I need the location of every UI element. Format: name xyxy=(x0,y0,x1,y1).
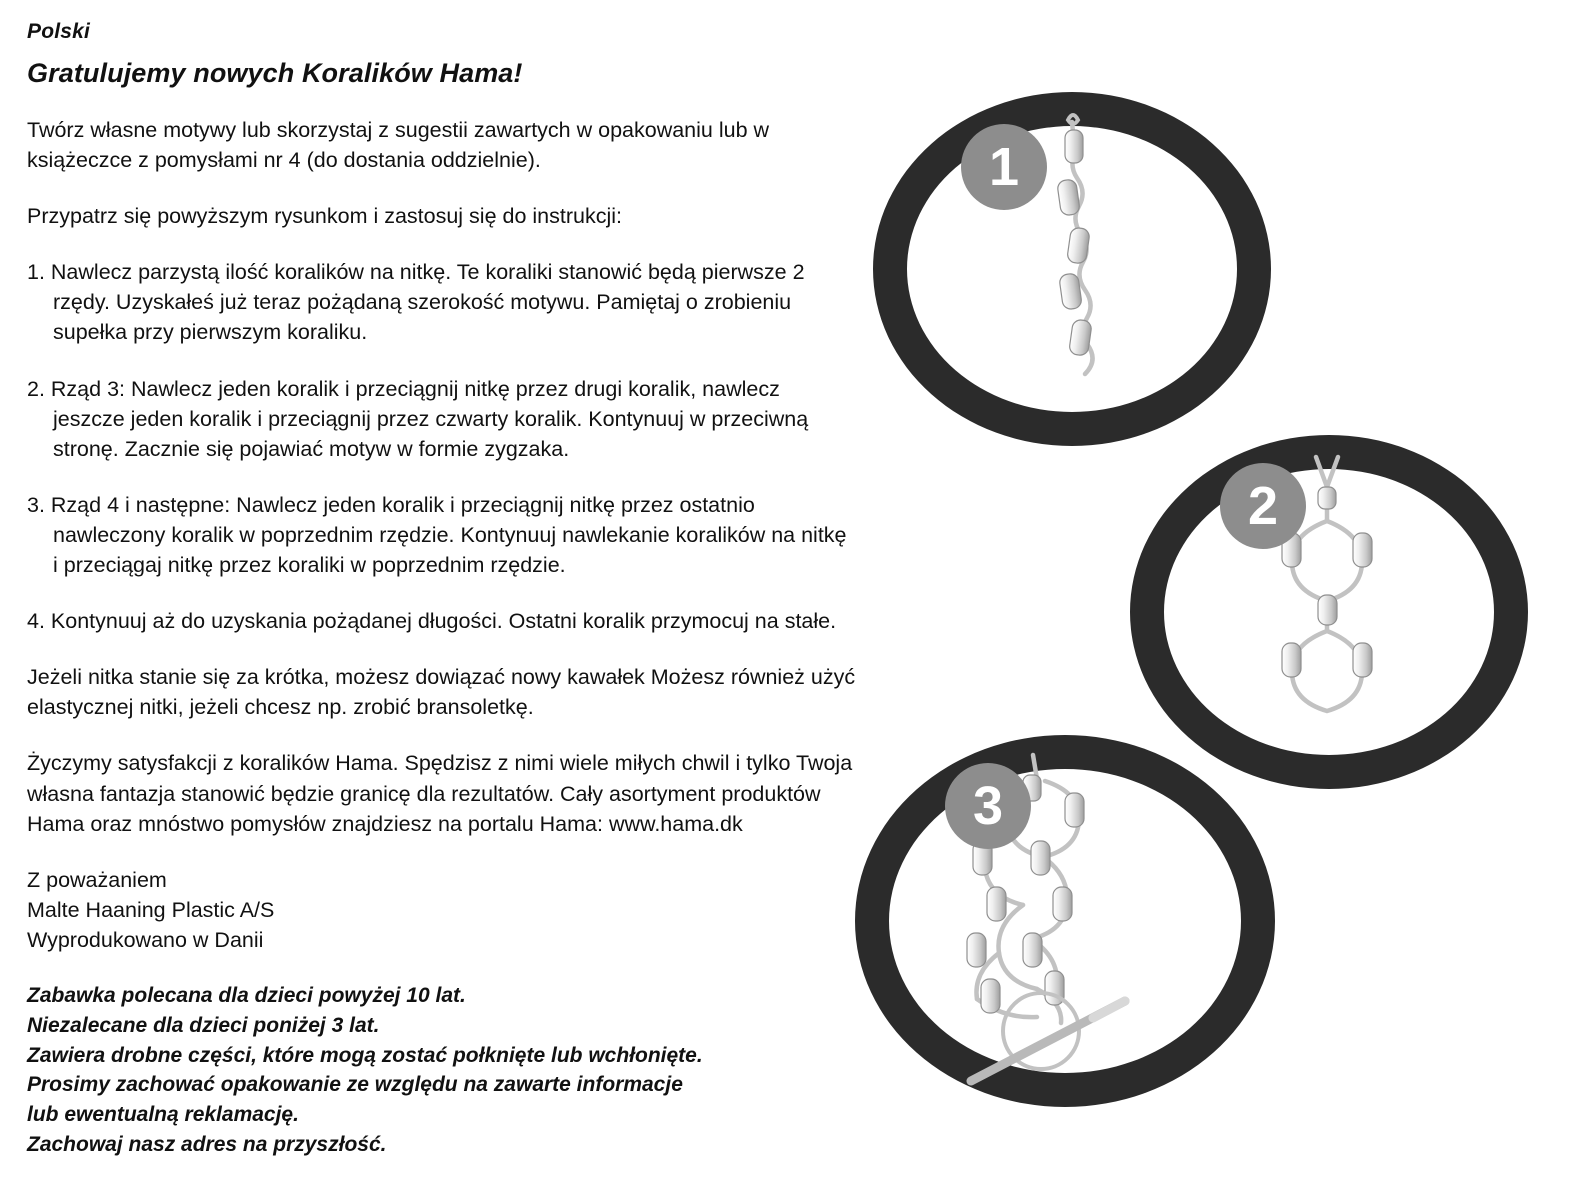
warning-line-3: Zawiera drobne części, które mogą zostać połknięte lub wchłonięte. xyxy=(27,1043,703,1067)
figure-2-number-badge: 2 xyxy=(1220,463,1306,549)
closing-paragraph: Życzymy satysfakcji z koralików Hama. Spędzisz z nimi wiele miłych chwil i tylko Twoja własna fantazja stanowić będzie granicę dla rezultatów. Cały asortyment produktów Hama oraz mnóstwo pomysłów znajdziesz na portalu Hama: www.hama.dk xyxy=(27,751,853,836)
beads-diagram-1-icon xyxy=(873,92,1271,446)
steps-list xyxy=(27,257,857,636)
instructions-text-column xyxy=(27,20,857,1160)
step-item-4: 4. Kontynuuj aż do uzyskania pożądanej długości. Ostatni koralik przymocuj na stałe. xyxy=(27,609,837,634)
figure-1-number-badge: 1 xyxy=(961,124,1047,210)
page-title: Gratulujemy nowych Koralików Hama! xyxy=(27,58,523,88)
intro-paragraph-2: Przypatrz się powyższym rysunkom i zastosuj się do instrukcji: xyxy=(27,204,623,229)
warning-line-4: Prosimy zachować opakowanie ze względu na zawarte informacje xyxy=(27,1073,683,1097)
signature-line-2: Malte Haaning Plastic A/S xyxy=(27,897,275,922)
warning-line-2: Niezalecane dla dzieci poniżej 3 lat. xyxy=(27,1013,380,1037)
step-item-3: 3. Rząd 4 i następne: Nawlecz jeden koralik i przeciągnij nitkę przez ostatnio nawleczony koralik w poprzednim rzędzie. Kontynuuj nawlekanie koralików na nitkę i przeciągaj nitkę przez koraliki w poprzednim rzędzie. xyxy=(27,492,847,578)
figure-3-number-badge: 3 xyxy=(945,763,1031,849)
warning-line-5: lub ewentualną reklamację. xyxy=(27,1103,299,1127)
signature-line-1: Z poważaniem xyxy=(27,867,167,892)
intro-paragraph-1: Twórz własne motywy lub skorzystaj z sugestii zawartych w opakowaniu lub w książeczce z pomysłami nr 4 (do dostania oddzielnie). xyxy=(27,118,770,173)
illustrations-column xyxy=(845,0,1575,1181)
step-item-2: 2. Rząd 3: Nawlecz jeden koralik i przeciągnij nitkę przez drugi koralik, nawlecz jeszcze jeden koralik i przeciągnij przez czwarty koralik. Kontynuuj w przeciwną stronę. Zacznie się pojawiać motyw w formie zygzaka. xyxy=(27,376,809,461)
warning-line-6: Zachowaj nasz adres na przyszłość. xyxy=(27,1133,387,1157)
warning-line-1: Zabawka polecana dla dzieci powyżej 10 lat. xyxy=(27,983,466,1007)
language-label: Polski xyxy=(27,20,91,43)
safety-warnings-block xyxy=(27,981,857,1160)
step-item-1: 1. Nawlecz parzystą ilość koralików na nitkę. Te koraliki stanowić będą pierwsze 2 rzędy. Uzyskałeś już teraz pożądaną szerokość motywu. Pamiętaj o zrobieniu supełka przy pierwszym koraliku. xyxy=(27,260,805,345)
figure-step-3 xyxy=(855,735,1275,1107)
signature-block xyxy=(27,865,857,955)
signature-line-3: Wyprodukowano w Danii xyxy=(27,927,264,952)
beads-diagram-3-icon xyxy=(855,735,1275,1107)
figure-step-1 xyxy=(873,92,1271,446)
thread-note-paragraph: Jeżeli nitka stanie się za krótka, możesz dowiązać nowy kawałek Możesz również użyć elastycznej nitki, jeżeli chcesz np. zrobić bransoletkę. xyxy=(27,665,856,720)
